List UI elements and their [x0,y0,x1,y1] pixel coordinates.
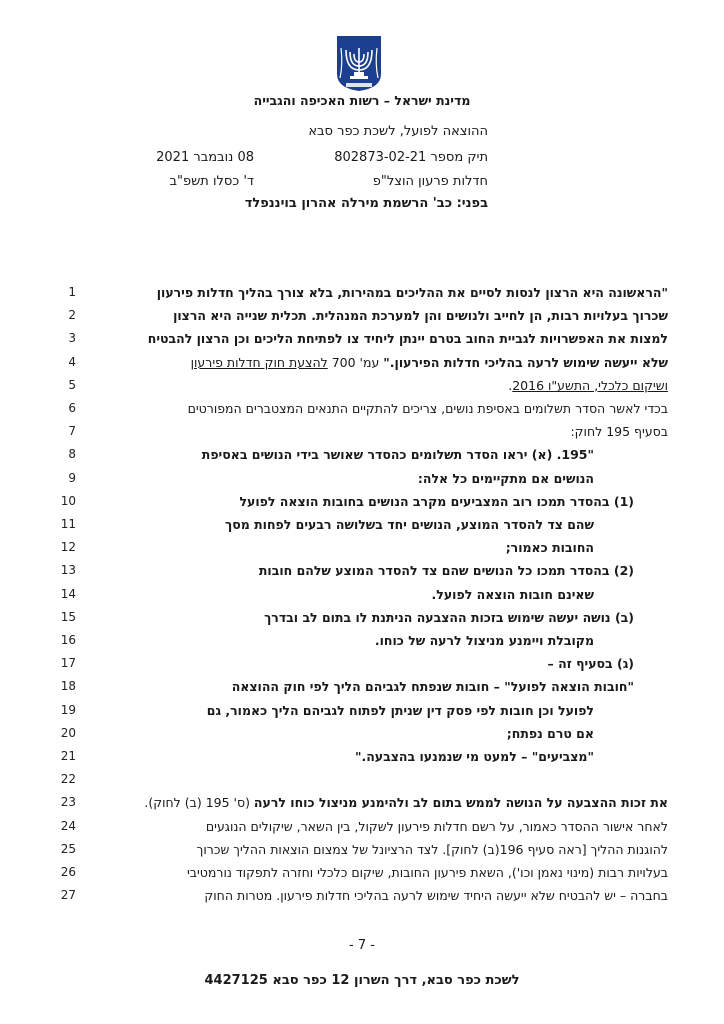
text-run: עמ' 700 [327,354,384,370]
line-number: 17 [60,656,76,671]
text-run: "מצביעים" – למעט מי שנמנעו בהצבעה." [354,749,594,764]
body-line [90,517,668,532]
text-run: (ג) בסעיף זה – [547,656,634,672]
text-run: הנושים אם מתקיימים כל אלה: [417,470,594,486]
text-run: בסעיף 195 לחוק: [570,424,668,440]
body-line [90,308,668,323]
body-line [90,401,668,416]
text-run: ושיקום כלכלי, התשע"ו 2016 [512,377,668,393]
body-line [90,610,668,625]
line-number: 24 [60,818,76,833]
line-number: 13 [60,563,76,578]
office-name: ההוצאה לפועל, לשכת כפר סבא [308,124,488,139]
line-number: 19 [60,702,76,717]
date-hebrew: ד' כסלו תשפ"ב [169,174,254,189]
line-number: 15 [60,609,76,624]
body-line [90,355,668,370]
line-number: 14 [60,586,76,601]
date-gregorian: 08 נובמבר 2021 [156,150,254,165]
body-line [90,285,668,300]
case-number: תיק מספר 802873-02-21 [334,150,488,165]
line-number: 18 [60,679,76,694]
body-line [90,633,668,648]
body-line [90,656,668,671]
body-line [90,795,668,810]
text-run: בכדי לאשר הסדר תשלומים באסיפת נושים, צריכים להתקיים התנאים המצטברים המפורטים [187,401,668,416]
text-run: בחברה – יש להבטיח שלא ייעשה היחיד שימוש לרעה בהליכי חדלות פירעון. מטרות החוק [204,888,668,904]
text-run: את זכות ההצבעה על הנושה לממש בתום לב ולהימנע מניצול כוחו לרעה [253,795,668,811]
text-run: למצות את האפשרויות לגביית החוב בטרם יינתן ליחיד צו לפתיחת הליכים וכן הרצון להבטיח [147,331,668,347]
menorah-emblem-icon [334,34,384,92]
body-line [90,331,668,346]
text-run: "הראשונה היא הרצון לנסות לסיים את ההליכים במהירות, בלא צורך בהליך חדלות פירעון [156,285,668,300]
body-line [90,587,668,602]
line-number: 10 [60,493,76,508]
body-line [90,726,668,741]
text-run: שכרוך בעלויות רבות, הן לחייב ולנושים והן למערכת המנהלית. תכלית שנייה היא הרצון [173,308,668,324]
body-line [90,471,668,486]
body-line [90,540,668,555]
line-number: 4 [68,354,76,369]
proceeding-type: חדלות פרעון הוצל"פ [372,174,488,189]
body-line [90,378,668,393]
body-line [90,447,668,462]
text-run: החובות כאמור; [505,540,594,556]
text-run: מקובלת ויימנע מניצול לרעה של כוחו. [374,633,594,648]
text-run: (1) בהסדר תמכו רוב המצביעים מקרב הנושים בחובות הוצאה לפועל [239,493,634,509]
line-number: 2 [68,308,76,323]
body-line [90,563,668,578]
line-number: 16 [60,633,76,647]
text-run: לאחר אישור ההסדר כאמור, על רשם חדלות פירעון לשקול, בין השאר, שיקולים הנוגעים [205,818,668,834]
line-number: 22 [60,772,76,787]
text-run: להצעת חוק חדלות פירעון [190,354,328,370]
text-run: שלא ייעשה שימוש לרעה בהליכי חדלות הפירעון." [383,354,668,370]
body-line [90,888,668,903]
line-number: 5 [68,377,76,392]
text-run: "195. (א) יראו הסדר תשלומים כהסדר שאושר בידי הנושים באסיפת [201,447,594,463]
text-run: (ס' 195 (ב) לחוק). [144,795,254,811]
line-number: 8 [68,447,76,462]
footer-address: לשכת כפר סבא, דרך השרון 12 כפר סבא 4427125 [204,973,520,988]
line-number: 26 [60,865,76,879]
line-number: 7 [68,424,76,439]
line-number: 23 [60,795,76,810]
body-line [90,749,668,764]
line-number: 1 [68,285,76,299]
line-number: 27 [60,888,76,903]
line-number: 25 [60,841,76,856]
text-run: שהם צד להסדר המוצע, הנושים יחד בשלושה רבעים לפחות מסך [225,517,594,532]
body-line [90,424,668,439]
text-run: (2) בהסדר תמכו כל הנושים שהם צד להסדר המוצע שלהם חובות [258,563,634,579]
body-line [90,842,668,857]
body-line [90,703,668,718]
body-line [90,819,668,834]
text-run: (ב) נושה יעשה שימוש בזכות ההצבעה הניתנת לו בתום לב ובדרך [264,609,634,625]
text-run: לפועל וכן חובות לפי פסק דין שניתן לפתוח לגביהם הליך כאמור, גם [206,702,594,718]
text-run: בעלויות רבות (מינוי נאמן וכו'), השאת פירעון החובות, שיקום כלכלי וחזרה לתפקוד נורמטיבי [186,865,668,880]
text-run: שאינם חובות הוצאה לפועל. [431,586,594,602]
text-run: להוגנות ההליך [ראה סעיף 196(ב) לחוק]. לצד הרציונל של צמצום הוצאות ההליך שכרוך [196,841,668,857]
text-run: . [508,377,513,393]
body-line [90,865,668,880]
line-number: 3 [68,331,76,346]
text-run: "חובות הוצאה לפועל" – חובות שנפתח לגביהם הליך לפי חוק ההוצאה [231,679,634,695]
line-number: 6 [68,401,76,415]
agency-title: מדינת ישראל – רשות האכיפה והגבייה [253,93,471,108]
line-number: 11 [60,517,76,531]
line-number: 21 [60,749,76,763]
page-number: - 7 - [349,938,375,953]
text-run: אם טרם נפתח; [506,725,594,741]
line-number: 12 [60,540,76,555]
body-line [90,494,668,509]
judge-line: בפני: כב' הרשמת מירלה אהרון בויננפלד [244,196,488,211]
body-line [90,679,668,694]
line-number: 20 [60,725,76,740]
line-number: 9 [68,470,76,485]
